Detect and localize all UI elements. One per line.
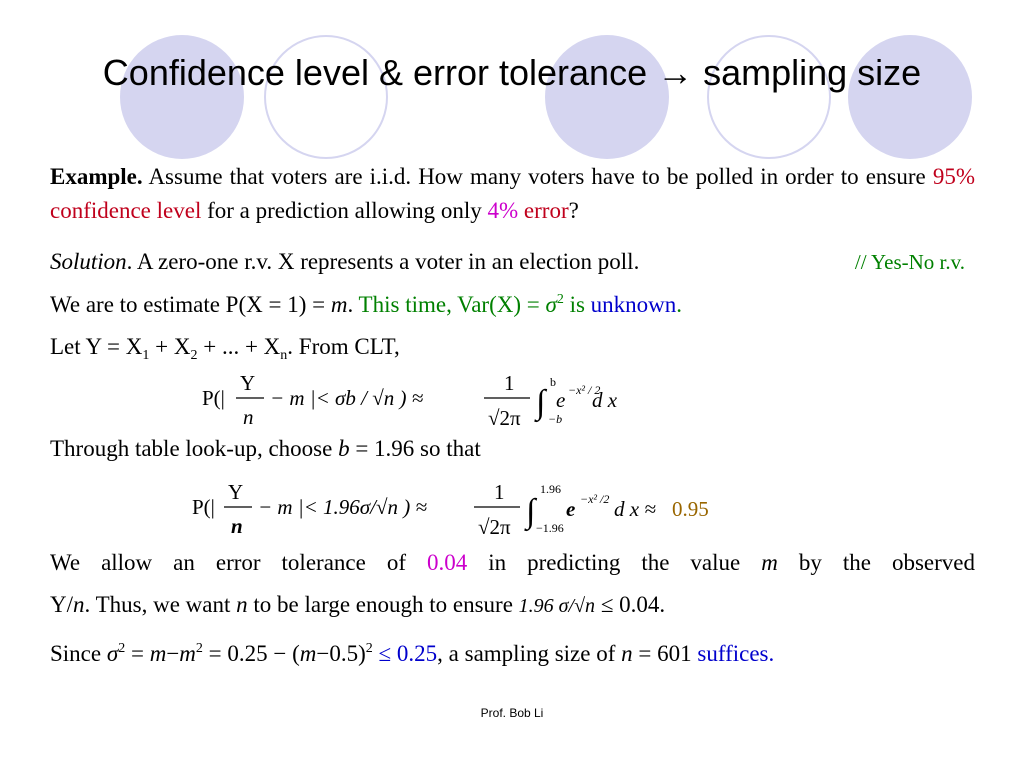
solution-label: Solution bbox=[50, 249, 127, 274]
tolerance-value: 0.04 bbox=[426, 550, 468, 575]
svg-text:e: e bbox=[566, 497, 576, 521]
svg-text:Y: Y bbox=[228, 480, 244, 504]
svg-text:d x ≈: d x ≈ bbox=[614, 497, 656, 521]
example-label: Example. bbox=[50, 164, 143, 189]
svg-text:e: e bbox=[556, 388, 566, 412]
svg-text:√2π: √2π bbox=[478, 515, 511, 539]
svg-text:−x² / 2: −x² / 2 bbox=[568, 383, 601, 397]
svg-text:n: n bbox=[243, 405, 254, 429]
svg-text:Y: Y bbox=[240, 371, 256, 395]
clt-formula bbox=[200, 368, 640, 430]
footer-author: Prof. Bob Li bbox=[480, 706, 544, 720]
solution-line: Solution. A zero-one r.v. X represents a voter in an election poll. // Yes-No r.v. bbox=[50, 245, 975, 279]
table-line: Through table look-up, choose b = 1.96 so that bbox=[50, 436, 481, 461]
svg-text:1.96: 1.96 bbox=[540, 482, 561, 496]
tolerance-inequality: 1.96 σ/√n bbox=[518, 595, 596, 617]
svg-text:− m |< σb / √n ) ≈: − m |< σb / √n ) ≈ bbox=[270, 386, 424, 410]
svg-text:∫: ∫ bbox=[536, 384, 546, 421]
svg-text:∫: ∫ bbox=[526, 493, 536, 530]
svg-text:1: 1 bbox=[504, 371, 515, 395]
clt-formula-196 bbox=[190, 477, 730, 539]
suffices-word: suffices bbox=[697, 641, 769, 666]
confidence-phrase: 95% confidence level bbox=[50, 164, 975, 223]
unknown-word: unknown bbox=[590, 292, 677, 317]
since-line: Since $\sigma^2 = m-m^2 = 0.25 - (m-0.5)^2 \le 0.25$, a sampling size of n = 601 suffices. bbox=[50, 641, 775, 666]
slide-title: Confidence level & error tolerance → sampling size bbox=[102, 52, 922, 93]
tolerance-line-1: We allow an error tolerance of 0.04 in predicting the value m by the observed bbox=[50, 550, 975, 575]
svg-text:d x: d x bbox=[592, 388, 618, 412]
svg-text:−x² /2: −x² /2 bbox=[580, 492, 610, 506]
svg-text:1: 1 bbox=[494, 480, 505, 504]
svg-text:b: b bbox=[550, 375, 556, 389]
svg-text:n: n bbox=[231, 514, 243, 538]
svg-text:P(|: P(| bbox=[192, 495, 215, 519]
tolerance-line-2: Y/n. Thus, we want n to be large enough to ensure 1.96 σ/√n ≤ 0.04. bbox=[50, 592, 666, 617]
svg-text:− m |< 1.96σ/√n ) ≈: − m |< 1.96σ/√n ) ≈ bbox=[258, 495, 428, 519]
svg-text:P(|: P(| bbox=[202, 386, 225, 410]
solution-comment: // Yes-No r.v. bbox=[854, 250, 965, 274]
svg-text:−1.96: −1.96 bbox=[536, 521, 564, 535]
let-line: Let $Y = X_1 + X_2$ + ... + $X_n$. From CLT, bbox=[50, 334, 400, 363]
svg-text:−b: −b bbox=[548, 412, 563, 426]
svg-text:0.95: 0.95 bbox=[672, 497, 709, 521]
estimate-line: We are to estimate P(X = 1) = m. This time, $Var(X) = \sigma^2$ is unknown. bbox=[50, 292, 683, 317]
example-paragraph: Example. Assume that voters are i.i.d. How many voters have to be polled in order to ensure 95% confidence level for a prediction allowing only 4% error? bbox=[50, 164, 975, 223]
svg-text:√2π: √2π bbox=[488, 406, 521, 430]
